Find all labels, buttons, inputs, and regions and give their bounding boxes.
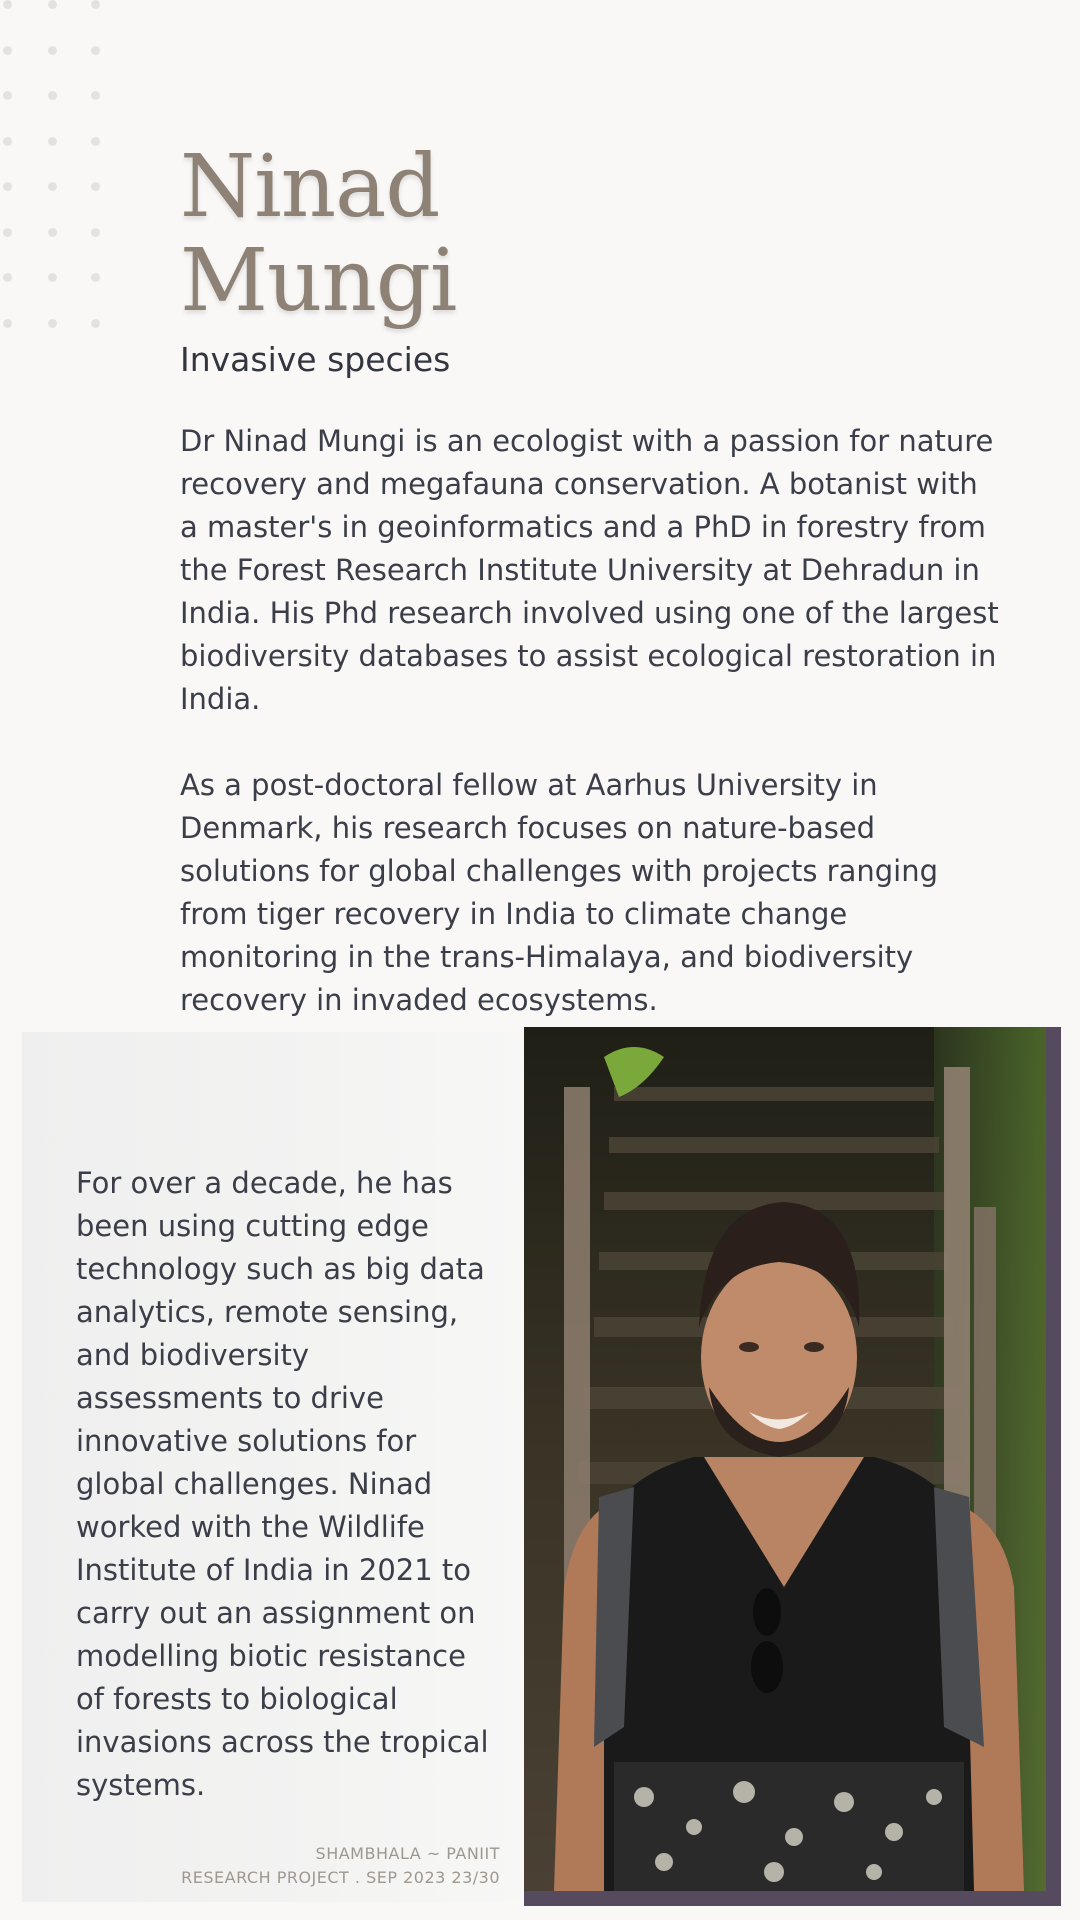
text-panel: [22, 1032, 520, 1902]
name-line-2: Mungi: [180, 231, 457, 331]
subtitle: Invasive species: [180, 340, 451, 379]
bio-paragraph-1: Dr Ninad Mungi is an ecologist with a passion for nature recovery and megafauna conservation. A botanist with a master's in geoinformatics and a PhD in forestry from the Forest Research Institute University at Dehradun in India. His Phd research involved using one of the largest biodiversity databases to assist ecological restoration in India.: [180, 424, 999, 716]
panel-paragraph: For over a decade, he has been using cutting edge technology such as big data analytics, remote sensing, and biodiversity assessments to drive innovative solutions for global challenges. Ninad worked with the Wildlife Institute of India in 2021 to carry out an assignment on modelling biotic resistance of forests to biological invasions across the tropical systems.: [76, 1166, 489, 1802]
portrait-photo: [524, 1027, 1046, 1891]
page-title: [180, 137, 457, 331]
footer-project-name: SHAMBHALA ~ PANIIT: [315, 1844, 500, 1863]
name-line-1: Ninad: [180, 137, 440, 237]
dot-pattern: [0, 0, 110, 340]
bio-paragraph-2: As a post-doctoral fellow at Aarhus University in Denmark, his research focuses on nature-based solutions for global challenges with projects ranging from tiger recovery in India to climate change monitoring in the trans-Himalaya, and biodiversity recovery in invaded ecosystems.: [180, 768, 938, 1017]
photo-frame: [524, 1027, 1061, 1906]
footer-page-info: RESEARCH PROJECT . SEP 2023 23/30: [181, 1868, 500, 1887]
